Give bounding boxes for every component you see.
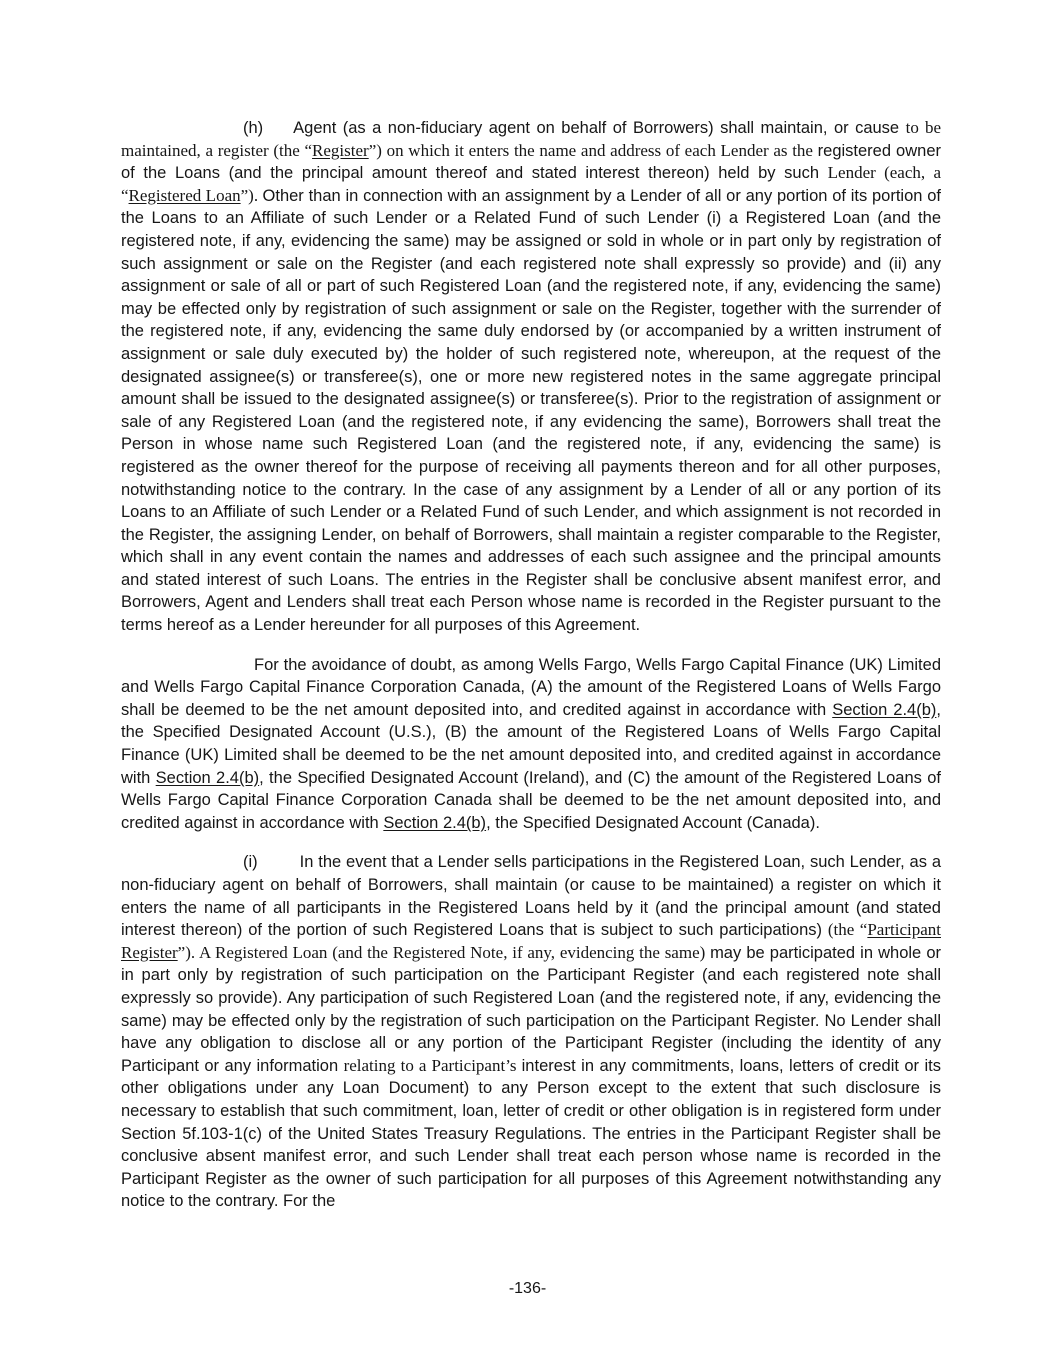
- text-run: interest in any commitments, loans, letters of credit or its other obligations under any Loan Document) to any Person except to the extent that such disclosure is necessary to establish that such commitment, loan, letter of credit or other obligation is in registered form under Section 5f.103-1(c) of the United States Treasury Regulations. The entries in the Participant Register shall be conclusive absent manifest error, and such Lender shall treat each person whose name is recorded in the Participant Register as the owner of such participation for all purposes of this Agreement notwithstanding any notice to the contrary. For the: [121, 1056, 941, 1211]
- defined-term: Section 2.4(b): [155, 768, 260, 787]
- paragraph-i: [121, 851, 941, 1213]
- text-run: registered owner of the Loans (and the principal amount thereof and stated interest thereon) held by such: [121, 141, 941, 183]
- text-run: , the Specified Designated Account (U.S.), (B) the amount of the Registered Loans of Wells Fargo Capital Finance (UK) Limited shall be deemed to be the net amount deposited into, and credited against in accordance with: [121, 700, 941, 787]
- tab-spacer: [258, 866, 300, 867]
- text-run: to be maintained, a register (the “: [121, 118, 941, 160]
- page-footer: [0, 1280, 1055, 1298]
- text-run: relating to a Participant’s: [343, 1055, 522, 1075]
- text-run: may be participated in whole or in part only by registration of such participation on the Participant Register (and each registered note shall expressly so provide). Any participation of such Registered Loan (and the registered note, if any, evidencing the same) may be effected only by the registration of such participation on the Participant Register. No Lender shall have any obligation to disclose all or any portion of the Participant Register (including the identity of any Participant or any information: [121, 943, 942, 1075]
- text-run: , the Specified Designated Account (Canada).: [486, 813, 820, 832]
- text-run: For the avoidance of doubt, as among Wells Fargo, Wells Fargo Capital Finance (UK) Limited and Wells Fargo Capital Finance Corporation Canada, (A) the amount of the Registered Loans of Wells Fargo shall be deemed to be the net amount deposited into, and credited against in accordance with: [121, 655, 941, 719]
- defined-term: Register: [312, 140, 369, 160]
- text-run: ”). A Registered Loan (and the Registered Note, if any, evidencing the same): [177, 942, 711, 962]
- text-run: Other than in connection with an assignment by a Lender of all or any portion of its portion of the Loans to an Affiliate of such Lender or a Related Fund of such Lender (i) a Registered Loan (and the registered note, if any, evidencing the same) may be assigned or sold in whole or in part only by registration of such assignment or sale on the Register (and each registered note shall expressly so provide) and (ii) any assignment or sale of all or part of such Registered Loan (and the registered note, if any, evidencing the same) may be effected only by registration of such assignment or sale on the Register, together with the surrender of the registered note, if any, evidencing the same duly endorsed by (or accompanied by a written instrument of assignment or sale duly executed by) the holder of such registered note, whereupon, at the request of the designated assignee(s) or transferee(s), one or more new registered notes in the same aggregate principal amount shall be issued to the designated assignee(s) or transferee(s). Prior to the registration of assignment or sale of any Registered Loan (and the registered note, if any evidencing the same), Borrowers shall treat the Person in whose name such Registered Loan (and the registered note, if any, evidencing the same) is registered as the owner thereof for the purpose of receiving all payments thereon and for all other purposes, notwithstanding notice to the contrary. In the case of any assignment by a Lender of all or any portion of its Loans to an Affiliate of such Lender or a Related Fund of such Lender, and which assignment is not recorded in the Register, the assigning Lender, on behalf of Borrowers, shall maintain a register comparable to the Register, which shall in any event contain the names and addresses of each such assignee and the principal amounts and stated interest of such Loans. The entries in the Register shall be conclusive absent manifest error, and Borrowers, Agent and Lenders shall treat each Person whose name is recorded in the Register pursuant to the terms hereof as a Lender hereunder for all purposes of this Agreement.: [121, 186, 941, 635]
- text-run: ”).: [240, 185, 263, 205]
- defined-term: Section 2.4(b): [383, 813, 487, 832]
- tab-spacer: [263, 132, 293, 133]
- page-number: -136-: [508, 1280, 547, 1297]
- text-run: (the “: [827, 920, 868, 940]
- document-body: [121, 117, 941, 1230]
- first-line-indent: [121, 866, 243, 867]
- text-run: Lender (each, a “: [121, 163, 942, 205]
- first-line-indent: [121, 132, 243, 133]
- text-run: ”) on which it enters the name and address of each Lender as the: [368, 140, 818, 160]
- defined-term: Participant Register: [121, 920, 941, 962]
- text-run: , the Specified Designated Account (Ireland), and (C) the amount of the Registered Loans of Wells Fargo Capital Finance Corporation Canada shall be deemed to be the net amount deposited into, and credited against in accordance with: [121, 768, 941, 832]
- paragraph-h: [121, 117, 941, 637]
- defined-term: Section 2.4(b): [832, 700, 937, 719]
- text-run: In the event that a Lender sells participations in the Registered Loan, such Lender, as a non-fiduciary agent on behalf of Borrowers, shall maintain (or cause to be maintained) a register on which it enters the name of all participants in the Registered Loans held by it (and the principal amount (and stated interest thereon) of the portion of such Registered Loans that is subject to such participations): [121, 853, 941, 940]
- defined-term: Registered Loan: [128, 185, 241, 205]
- text-run: (h): [243, 119, 264, 137]
- text-run: Agent (as a non-fiduciary agent on behalf of Borrowers) shall maintain, or cause: [293, 119, 906, 137]
- text-run: (i): [243, 853, 258, 872]
- first-line-indent: [121, 669, 254, 670]
- paragraph-avoidance-of-doubt: [121, 654, 941, 835]
